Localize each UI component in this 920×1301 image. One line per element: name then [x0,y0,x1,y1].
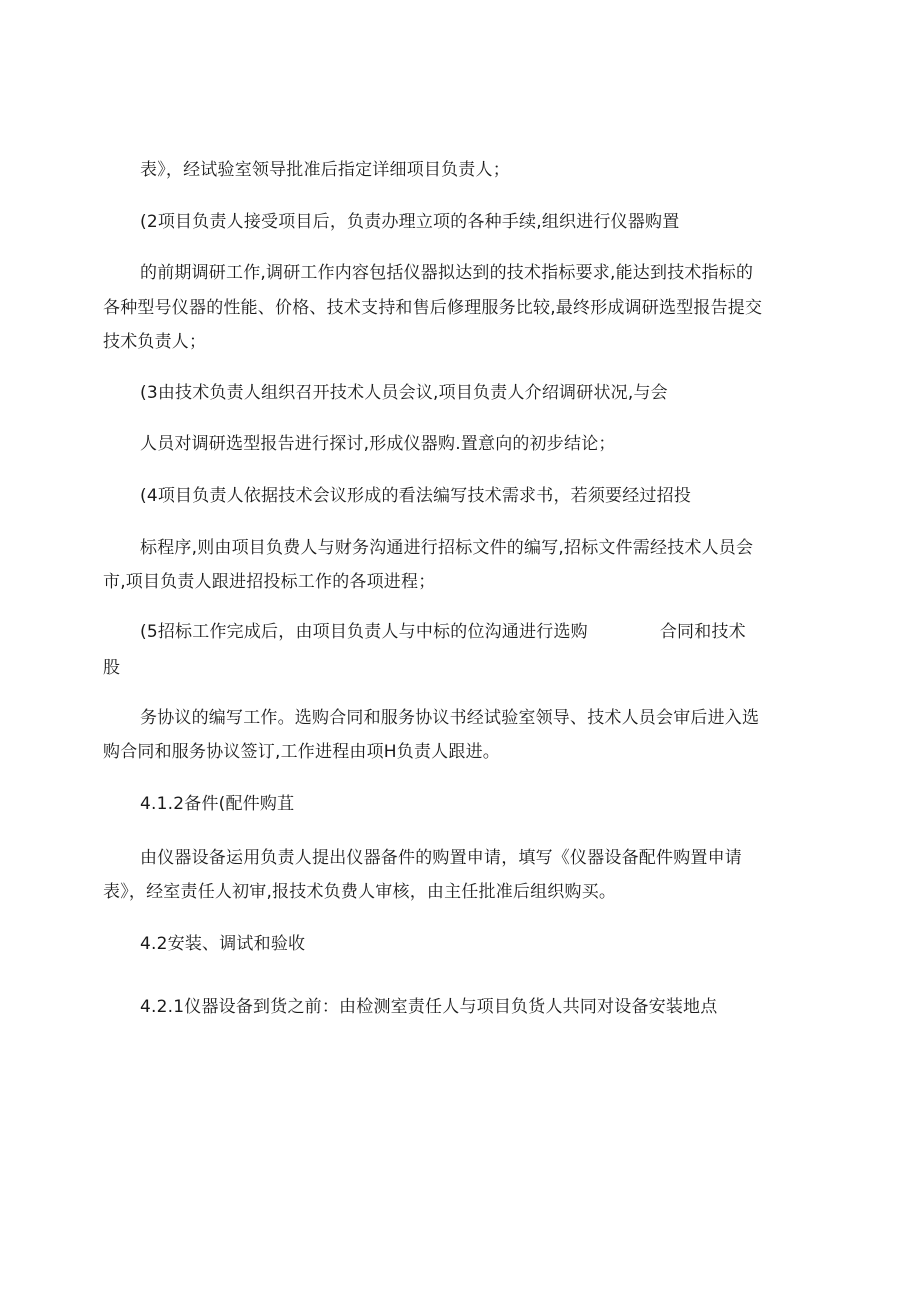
list-item-3-line: (3由技术负责人组织召开技术人员会议,项目负责人介绍调研状况,与会 [140,383,668,403]
paragraph-line: 市,项目负责人跟进招投标工作的各项进程； [103,572,436,592]
paragraph-line: 表》，经试验室领导批准后指定详细项目负责人； [140,160,510,180]
paragraph-line: 的前期调研工作,调研工作内容包括仪器拟达到的技术指标要求,能达到技术指标的 [140,263,754,283]
list-item-5-text-tail: 合同和技术 [659,622,746,642]
section-heading: 4.2安装、调试和验收 [140,934,306,954]
paragraph-line: 股 [103,658,121,678]
paragraph-line: 技术负责人； [103,332,207,352]
paragraph-line: 购合同和服务协议签订,工作进程由项H负责人跟进。 [103,742,500,762]
list-item-4-line: (4项目负责人依据技术会议形成的看法编写技术需求书，若须要经过招投 [140,486,692,506]
list-item-2-line: (2项目负责人接受项目后，负责办理立项的各种手续,组织进行仪器购置 [140,212,680,232]
paragraph-line: 各种型号仪器的性能、价格、技术支持和售后修理服务比较,最终形成调研选型报告提交 [103,298,763,318]
list-item-5-line [140,620,746,644]
paragraph-line: 由仪器设备运用负责人提出仪器备件的购置申请，填写《仪器设备配件购置申请 [140,848,742,868]
paragraph-line: 务协议的编写工作。选购合同和服务协议书经试验室领导、技术人员会审后进入选 [140,708,760,728]
paragraph-line: 标程序,则由项目负费人与财务沟通进行招标文件的编写,招标文件需经技术人员会 [140,538,754,558]
paragraph-line: 人员对调研选型报告进行探讨,形成仪器购.置意向的初步结论； [140,434,616,454]
paragraph-line: 表》，经室责任人初审,报技术负费人审核，由主任批准后组织购买。 [103,882,617,902]
section-heading: 4.1.2备件(配件购苴 [140,794,295,814]
list-item-5-text: (5招标工作完成后，由项目负责人与中标的位沟通进行选购 [140,622,588,642]
section-heading: 4.2.1仪器设备到货之前：由检测室责任人与项目负货人共同对设备安装地点 [140,997,718,1017]
